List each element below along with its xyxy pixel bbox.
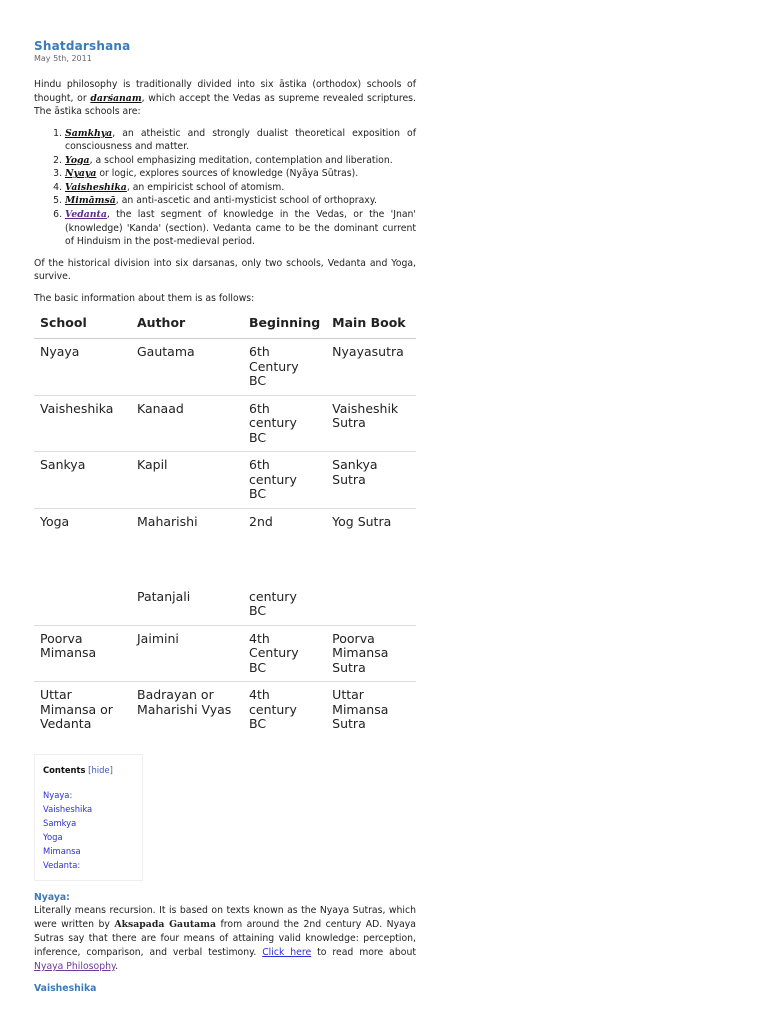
list-item-desc: , a school emphasizing meditation, contemplation and liberation. xyxy=(89,154,393,166)
cell-school xyxy=(34,584,131,626)
toc-bracket-close: ] xyxy=(109,764,113,775)
table-header-row xyxy=(34,309,416,339)
cell-book: Yog Sutra xyxy=(332,513,392,529)
table-row xyxy=(34,452,416,509)
header-beginning: Beginning xyxy=(243,309,326,339)
vedanta-link[interactable]: Vedanta xyxy=(65,209,107,221)
table-row xyxy=(34,508,416,584)
cell-beginning xyxy=(243,339,326,396)
toc-link-yoga[interactable]: Yoga xyxy=(43,831,63,842)
table-row xyxy=(34,395,416,452)
post xyxy=(34,38,416,1001)
table-row xyxy=(34,584,416,626)
nyaya-philosophy-link[interactable]: Nyaya Philosophy xyxy=(34,960,116,972)
cell-beginning-text: 6th century BC xyxy=(249,457,297,502)
toc-item xyxy=(43,816,134,830)
header-main-book: Main Book xyxy=(326,309,416,339)
cell-school: Sankya xyxy=(34,452,131,509)
cell-beginning-text: 4th Century BC xyxy=(249,630,299,675)
list-item xyxy=(65,154,416,168)
cell-book-text: Uttar Mimansa Sutra xyxy=(332,687,389,732)
cutoff-line xyxy=(34,995,416,1001)
cell-beginning xyxy=(243,625,326,682)
cell-beginning xyxy=(243,682,326,738)
cell-school: Yoga xyxy=(40,513,70,529)
toc-hide-label[interactable]: hide xyxy=(91,764,110,775)
header-author: Author xyxy=(131,309,243,339)
cell-school-text: Uttar Mimansa or Vedanta xyxy=(40,687,113,732)
cell-book xyxy=(326,584,416,626)
cell-beginning-text: century BC xyxy=(249,588,297,619)
schools-table xyxy=(34,309,416,738)
toc-list xyxy=(43,788,134,872)
vaisheshika-heading: Vaisheshika xyxy=(34,982,97,994)
cell-beginning: 2nd xyxy=(249,513,273,529)
list-item-desc: , an atheistic and strongly dualist theoretical exposition of consciousness and matter. xyxy=(65,127,416,153)
mimamsa-link[interactable]: Mimāmsā xyxy=(65,195,116,207)
nyaya-text-3: to read more about xyxy=(311,946,417,958)
schools-list xyxy=(34,127,416,249)
list-item xyxy=(65,208,416,249)
cell-beginning xyxy=(243,584,326,626)
samkhya-link[interactable]: Samkhya xyxy=(65,127,113,139)
intro-text-1: Hindu philosophy is traditionally divided into six āstika (orthodox) schools of thought, or xyxy=(34,79,416,104)
toc-item xyxy=(43,802,134,816)
nyaya-heading: Nyaya: xyxy=(34,891,70,903)
cell-beginning-text: 6th Century BC xyxy=(249,344,299,389)
toc-link-nyaya[interactable]: Nyaya: xyxy=(43,789,73,800)
toc-header xyxy=(43,763,134,777)
table-row xyxy=(34,339,416,396)
table-of-contents xyxy=(34,754,143,881)
toc-link-mimansa[interactable]: Mimansa xyxy=(43,845,81,856)
cell-author: Kanaad xyxy=(131,395,243,452)
cell-author xyxy=(131,682,243,738)
post-date: May 5th, 2011 xyxy=(34,54,92,63)
nyaya-text-4: . xyxy=(115,960,119,972)
cell-school xyxy=(34,682,131,738)
toc-item xyxy=(43,844,134,858)
toc-hide-toggle[interactable] xyxy=(88,765,113,775)
cell-beginning xyxy=(243,395,326,452)
basic-info-paragraph: The basic information about them is as follows: xyxy=(34,292,255,304)
cell-author: Jaimini xyxy=(131,625,243,682)
toc-bracket-open: [ xyxy=(88,764,92,775)
click-here-link[interactable]: Click here xyxy=(262,946,312,958)
nyaya-link[interactable]: Nyaya xyxy=(65,168,97,180)
cell-book xyxy=(326,395,416,452)
cell-book-text: Vaisheshik Sutra xyxy=(332,400,399,431)
toc-link-vedanta[interactable]: Vedanta: xyxy=(43,859,81,870)
list-item-desc: , an anti-ascetic and anti-mysticist school of orthopraxy. xyxy=(115,195,377,207)
nyaya-author: Aksapada Gautama xyxy=(114,918,217,930)
cell-school: Nyaya xyxy=(34,339,131,396)
nyaya-text-2: from around the 2nd century AD. Nyaya Sutras say that there are four means of attaining valid knowledge: perception, inference, comparison, and verbal testimony. xyxy=(34,918,417,958)
cell-school-text: Poorva Mimansa xyxy=(40,630,97,661)
list-item-desc: or logic, explores sources of knowledge (Nyāya Sūtras). xyxy=(96,168,359,180)
cell-book xyxy=(326,452,416,509)
cell-author: Patanjali xyxy=(131,584,243,626)
cell-beginning-text: 4th century BC xyxy=(249,687,297,732)
cell-school: Vaisheshika xyxy=(34,395,131,452)
toc-link-vaisheshika[interactable]: Vaisheshika xyxy=(43,803,93,814)
yoga-link[interactable]: Yoga xyxy=(65,154,90,166)
list-item xyxy=(65,127,416,154)
nyaya-paragraph xyxy=(34,904,416,974)
cell-author: Gautama xyxy=(131,339,243,396)
list-item xyxy=(65,181,416,195)
darsanam-link[interactable]: darśanam xyxy=(90,92,142,104)
list-item xyxy=(65,167,416,181)
header-school: School xyxy=(34,309,131,339)
cell-book xyxy=(326,682,416,738)
intro-text-2: , which accept the Vedas as supreme revealed scriptures. The āstika schools are: xyxy=(34,92,416,117)
cell-book-text: Poorva Mimansa Sutra xyxy=(332,630,389,675)
toc-link-samkya[interactable]: Samkya xyxy=(43,817,77,828)
cell-book xyxy=(326,625,416,682)
table-row xyxy=(34,625,416,682)
toc-item xyxy=(43,830,134,844)
cell-beginning xyxy=(243,452,326,509)
cell-book-text: Sankya Sutra xyxy=(332,457,378,487)
toc-item xyxy=(43,788,134,802)
cell-book: Nyayasutra xyxy=(326,339,416,396)
list-item xyxy=(65,194,416,208)
list-item-desc: , an empiricist school of atomism. xyxy=(126,181,285,193)
vaisheshika-link[interactable]: Vaisheshika xyxy=(65,181,127,193)
post-title[interactable]: Shatdarshana xyxy=(34,39,131,53)
survive-paragraph: Of the historical division into six darsanas, only two schools, Vedanta and Yoga, survive. xyxy=(34,257,416,283)
cell-author: Maharishi xyxy=(137,513,198,529)
cell-school xyxy=(34,625,131,682)
cell-beginning-text: 6th century BC xyxy=(249,400,297,445)
table-row xyxy=(34,682,416,738)
toc-title: Contents xyxy=(43,764,86,775)
cell-author: Kapil xyxy=(131,452,243,509)
intro-paragraph xyxy=(34,78,416,119)
toc-item xyxy=(43,858,134,872)
cell-author-text: Badrayan or Maharishi Vyas xyxy=(137,687,232,717)
nyaya-text-1: Literally means recursion. It is based on texts known as the Nyaya Sutras, which were written by xyxy=(34,904,416,930)
list-item-desc: , the last segment of knowledge in the Vedas, or the 'Jnan' (knowledge) 'Kanda' (section). Vedanta came to be the dominant current of Hinduism in the post-medieval period. xyxy=(65,209,416,248)
